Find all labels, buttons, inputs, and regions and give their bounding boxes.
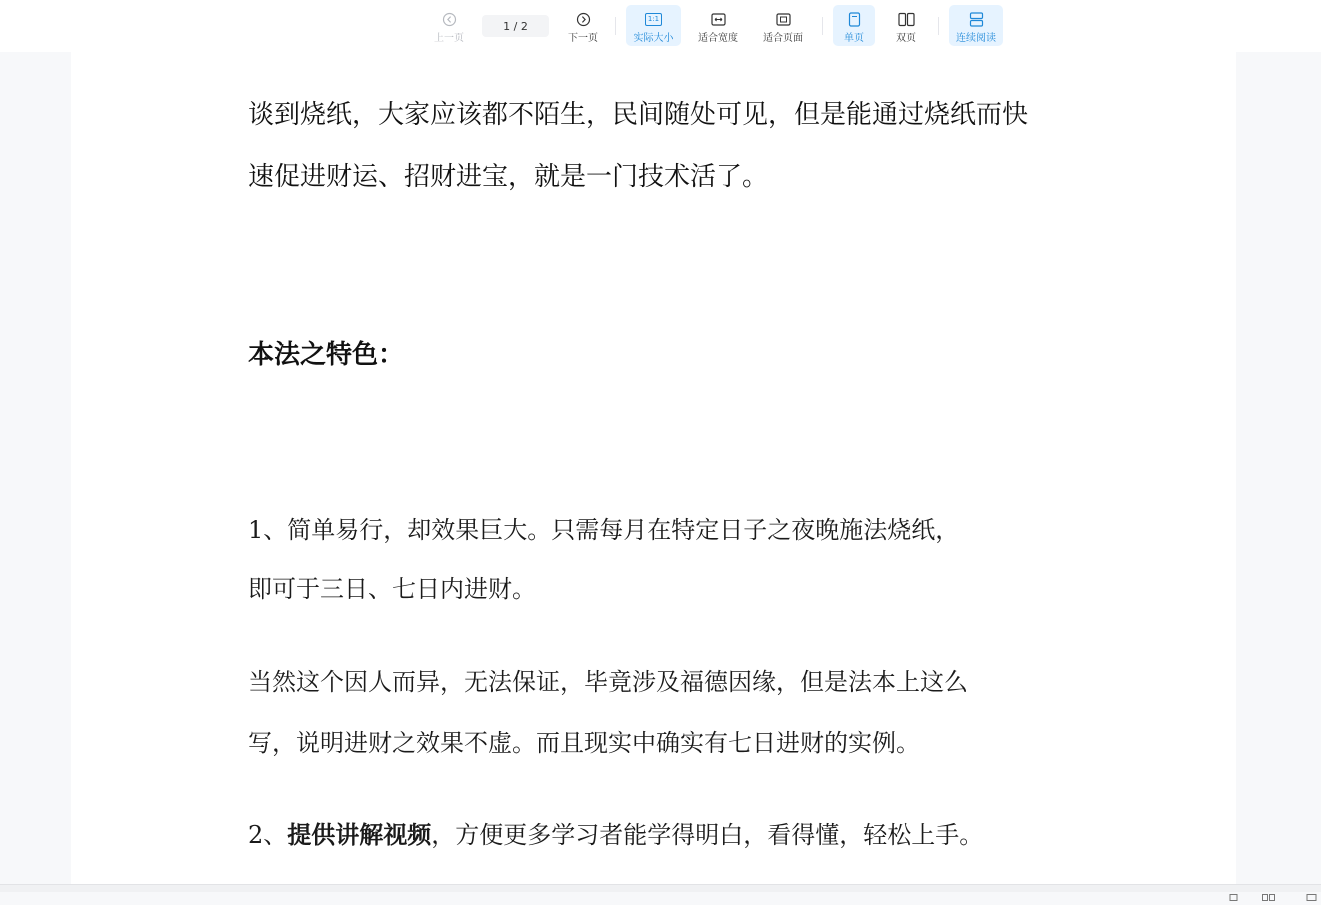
fit-width-label: 适合宽度: [698, 33, 738, 44]
document-viewer[interactable]: [0, 52, 1321, 884]
next-page-label: 下一页: [568, 33, 598, 44]
feature-2-bold-text: 提供讲解视频: [287, 820, 432, 849]
toolbar-divider: [615, 17, 616, 35]
page-number-input[interactable]: 1 / 2: [482, 15, 549, 37]
toolbar-divider: [822, 17, 823, 35]
document-page: [71, 52, 1236, 884]
intro-line-1: 谈到烧纸，大家应该都不陌生，民间随处可见，但是能通过烧纸而快: [248, 100, 1029, 130]
chevron-right-circle-icon: [576, 10, 591, 28]
double-page-label: 双页: [896, 33, 916, 44]
fit-width-icon: [711, 10, 726, 28]
continuous-scroll-icon: [969, 10, 984, 28]
single-page-icon: [848, 10, 861, 28]
next-page-button[interactable]: [562, 5, 604, 46]
section-heading: 本法之特色：: [248, 340, 405, 370]
feature-2-line: [248, 815, 983, 850]
feature-1-line-2: 即可于三日、七日内进财。: [248, 575, 536, 603]
actual-size-button[interactable]: [626, 5, 681, 46]
status-bar: [0, 884, 1321, 892]
feature-2-text: ，方便更多学习者能学得明白，看得懂，轻松上手。: [431, 821, 984, 849]
continuous-view-icon[interactable]: [1306, 886, 1317, 905]
actual-size-label: 实际大小: [633, 33, 674, 44]
single-page-button[interactable]: [833, 5, 875, 46]
chevron-left-circle-icon: [442, 10, 457, 28]
prev-page-button[interactable]: [428, 5, 470, 46]
fit-page-label: 适合页面: [763, 33, 803, 44]
feature-2-number: 2、: [248, 821, 288, 849]
fit-page-icon: [776, 10, 791, 28]
continuous-reading-button[interactable]: [949, 5, 1003, 46]
continuous-reading-label: 连续阅读: [956, 33, 996, 44]
single-page-view-icon[interactable]: [1228, 886, 1239, 905]
fit-width-button[interactable]: [691, 5, 745, 46]
actual-size-icon: 1:1: [645, 10, 662, 28]
viewer-toolbar: [0, 0, 1321, 52]
note-line-1: 当然这个因人而异，无法保证，毕竟涉及福德因缘，但是法本上这么: [248, 668, 968, 696]
single-page-label: 单页: [844, 33, 864, 44]
toolbar-divider: [938, 17, 939, 35]
double-page-view-icon[interactable]: [1262, 886, 1275, 905]
note-line-2: 写，说明进财之效果不虚。而且现实中确实有七日进财的实例。: [248, 729, 920, 757]
fit-page-button[interactable]: [756, 5, 810, 46]
intro-line-2: 速促进财运、招财进宝，就是一门技术活了。: [248, 162, 769, 192]
double-page-icon: [898, 10, 915, 28]
feature-1-line-1: 1、简单易行，却效果巨大。只需每月在特定日子之夜晚施法烧纸，: [248, 516, 960, 544]
prev-page-label: 上一页: [434, 33, 464, 44]
double-page-button[interactable]: [885, 5, 927, 46]
